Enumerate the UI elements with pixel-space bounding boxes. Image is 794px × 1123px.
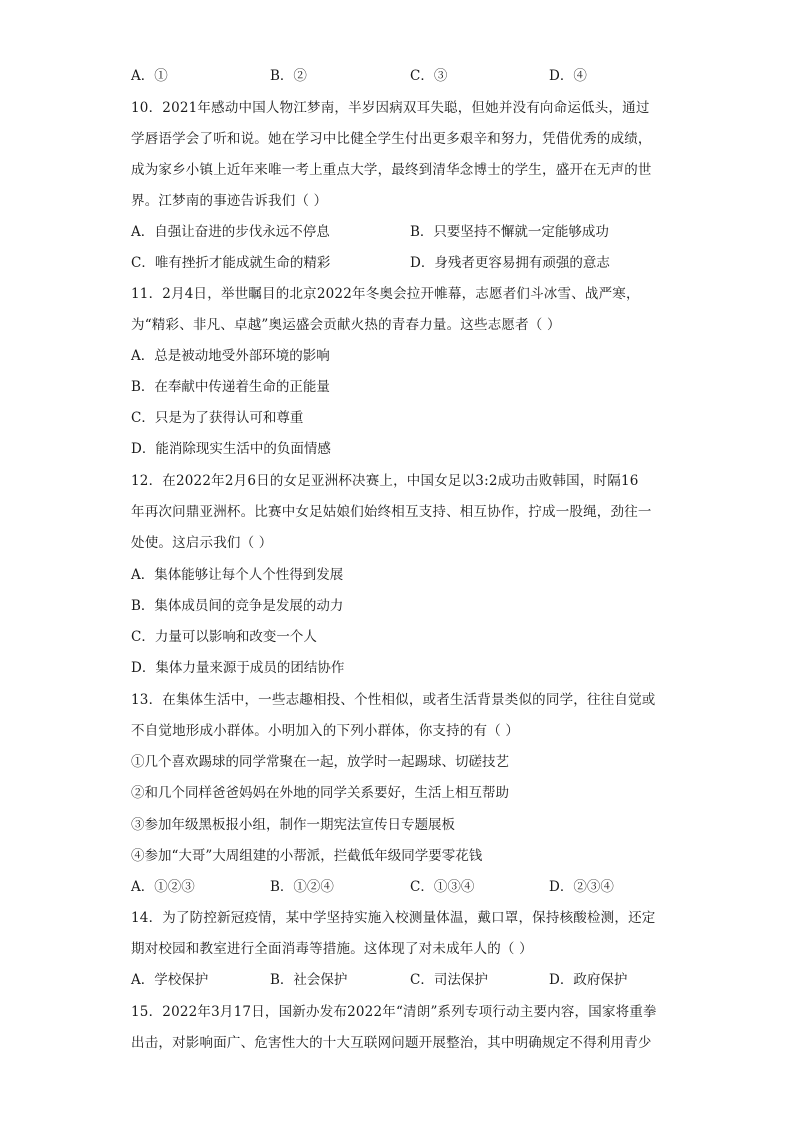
q12-option-a: A．集体能够让每个人个性得到发展 — [131, 567, 344, 583]
q11-option-d: D．能消除现实生活中的负面情感 — [131, 441, 331, 457]
q13-item: ③参加年级黑板报小组，制作一期宪法宣传日专题展板 — [131, 817, 455, 833]
q12-stem-line: 12．在2022年2月6日的女足亚洲杯决赛上，中国女足以3:2成功击败韩国，时隔16 — [131, 473, 639, 489]
q13-item: ②和几个同样爸爸妈妈在外地的同学关系要好，生活上相互帮助 — [131, 785, 509, 801]
q15-stem-line: 15．2022年3月17日，国新办发布2022年“清朗”系列专项行动主要内容，国家将重拳 — [131, 1004, 657, 1020]
q10-stem-line: 成为家乡小镇上近年来唯一考上重点大学，最终到清华念博士的学生，盛开在无声的世 — [131, 162, 652, 178]
q15-stem-line: 出击，对影响面广、危害性大的十大互联网问题开展整治，其中明确规定不得利用青少 — [131, 1035, 652, 1051]
q13-item: ④参加“大哥”大周组建的小帮派，拦截低年级同学要零花钱 — [131, 848, 483, 864]
q13-option-a: A．①②③ — [131, 879, 195, 895]
q10-stem-line: 界。江梦南的事迹告诉我们（ ） — [131, 193, 328, 209]
q10-option-d: D．身残者更容易拥有顽强的意志 — [410, 255, 610, 271]
q10-option-b: B．只要坚持不懈就一定能够成功 — [410, 224, 609, 240]
q14-option-d: D．政府保护 — [549, 972, 628, 988]
q11-option-a: A．总是被动地受外部环境的影响 — [131, 348, 330, 364]
q14-option-c: C．司法保护 — [410, 972, 488, 988]
q12-option-c: C．力量可以影响和改变一个人 — [131, 629, 317, 645]
q14-stem-line: 14．为了防控新冠疫情，某中学坚持实施入校测量体温，戴口罩，保持核酸检测，还定 — [131, 910, 656, 926]
q11-option-c: C．只是为了获得认可和尊重 — [131, 410, 304, 426]
q14-option-a: A．学校保护 — [131, 972, 209, 988]
q12-stem-line: 处使。这启示我们（ ） — [131, 535, 273, 551]
q9-option-c: C．③ — [410, 68, 448, 84]
q13-item: ①几个喜欢踢球的同学常聚在一起，放学时一起踢球、切磋技艺 — [131, 754, 509, 770]
q9-option-b: B．② — [270, 68, 307, 84]
q10-stem-line: 10．2021年感动中国人物江梦南，半岁因病双耳失聪，但她并没有向命运低头，通过 — [131, 100, 650, 116]
q12-option-b: B．集体成员间的竞争是发展的动力 — [131, 598, 344, 614]
q13-stem-line: 13．在集体生活中，一些志趣相投、个性相似，或者生活背景类似的同学，往往自觉或 — [131, 692, 656, 708]
q9-option-a: A．① — [131, 68, 168, 84]
q10-option-a: A．自强让奋进的步伐永远不停息 — [131, 224, 330, 240]
q10-option-c: C．唯有挫折才能成就生命的精彩 — [131, 255, 331, 271]
q13-stem-line: 不自觉地形成小群体。小明加入的下列小群体，你支持的有（ ） — [131, 723, 520, 739]
q13-option-d: D．②③④ — [549, 879, 614, 895]
q14-option-b: B．社会保护 — [270, 972, 348, 988]
q13-option-c: C．①③④ — [410, 879, 475, 895]
q11-option-b: B．在奉献中传递着生命的正能量 — [131, 379, 330, 395]
q11-stem-line: 11．2月4日，举世瞩目的北京2022年冬奥会拉开帷幕，志愿者们斗冰雪、战严寒， — [131, 286, 640, 302]
q10-stem-line: 学唇语学会了听和说。她在学习中比健全学生付出更多艰辛和努力，凭借优秀的成绩， — [131, 131, 652, 147]
q14-stem-line: 期对校园和教室进行全面消毒等措施。这体现了对未成年人的（ ） — [131, 941, 533, 957]
q13-option-b: B．①②④ — [270, 879, 334, 895]
q12-option-d: D．集体力量来源于成员的团结协作 — [131, 660, 345, 676]
q11-stem-line: 为“精彩、非凡、卓越”奥运盛会贡献火热的青春力量。这些志愿者（ ） — [131, 317, 561, 333]
q9-option-d: D．④ — [549, 68, 587, 84]
q12-stem-line: 年再次问鼎亚洲杯。比赛中女足姑娘们始终相互支持、相互协作，拧成一股绳，劲往一 — [131, 504, 652, 520]
